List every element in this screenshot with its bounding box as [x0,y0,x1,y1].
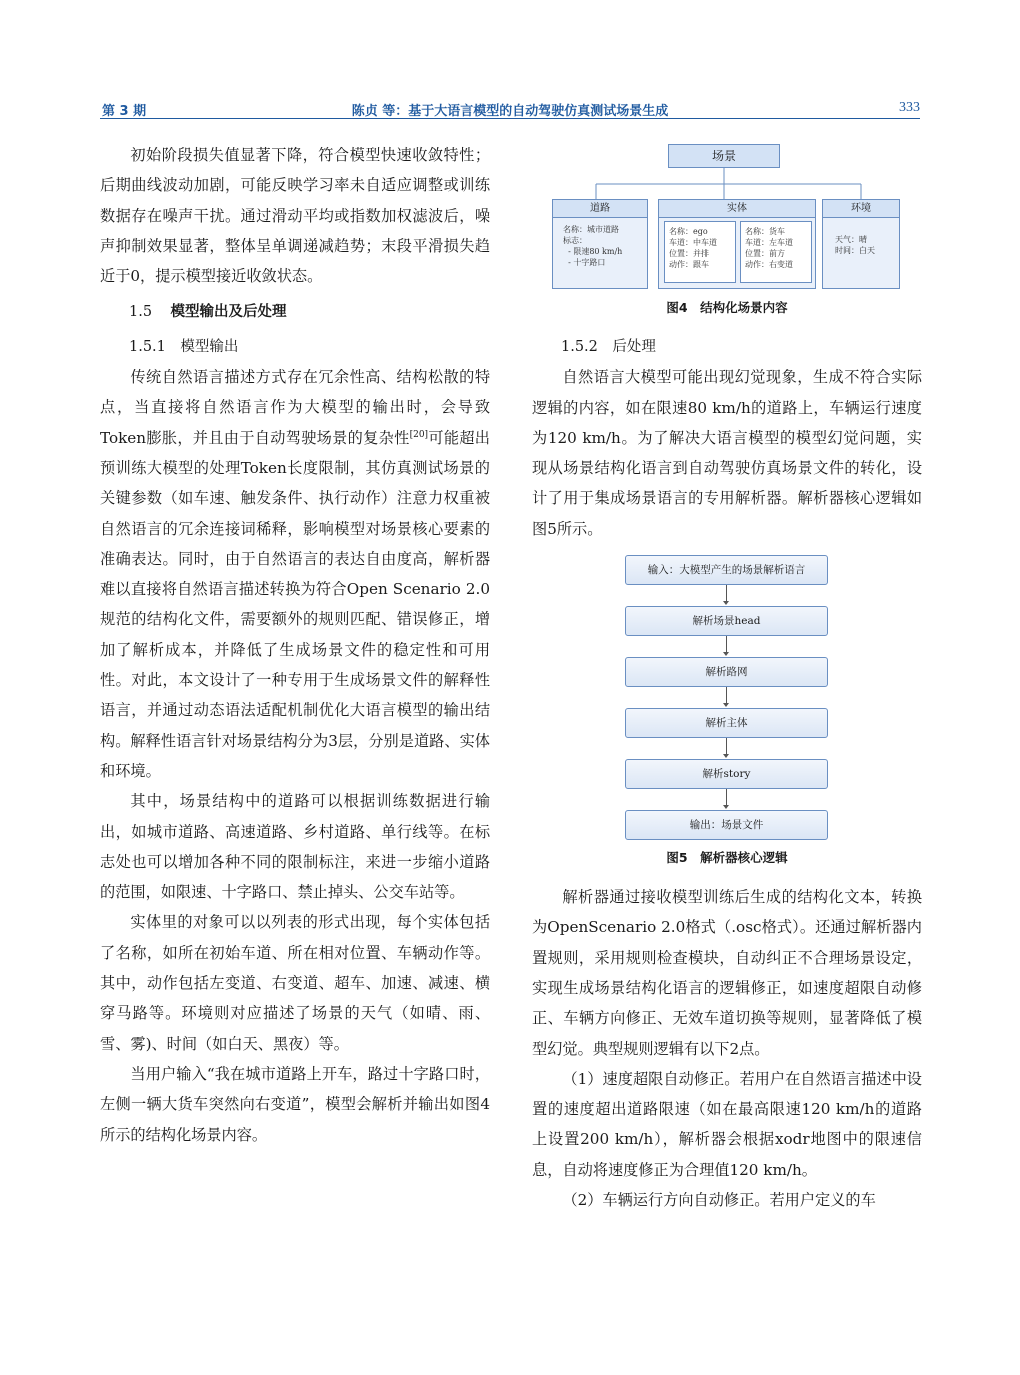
page-number: 333 [899,100,920,115]
paragraph: 初始阶段损失值显著下降，符合模型快速收敛特性；后期曲线波动加剧，可能反映学习率未自适应调整或训练数据存在噪声干扰。通过滑动平均或指数加权滤波后，噪声抑制效果显著，整体呈单调递减趋势；末段平滑损失趋近于0，提示模型接近收敛状态。 [100,146,490,286]
figure-5-caption: 图5 解析器核心逻辑 [666,850,788,865]
citation: [20] [409,429,429,440]
issue-label: 第 3 期 [102,104,147,119]
running-header [100,98,920,119]
flow-step-output: 输出：场景文件 [625,810,828,840]
flow-step-head: 解析场景head [625,606,828,636]
paragraph: 解析器通过接收模型训练后生成的结构化文本，转换为OpenScenario 2.0格式（.osc格式）。还通过解析器内置规则，采用规则检查模块，自动纠正不合理场景设定，实现生成场景结构化语言的逻辑修正，如速度超限自动修正、车辆方向修正、无效车道切换等规则，显著降低了模型幻觉。典型规则逻辑有以下2点。 [532,888,922,1058]
section-heading: 1.5 模型输出及后处理 [129,304,287,321]
flow-step-entity: 解析主体 [625,708,828,738]
flow-step-roadnet: 解析路网 [625,657,828,687]
paragraph: 其中，场景结构中的道路可以根据训练数据进行输出，如城市道路、高速道路、乡村道路、单行线等。在标志处也可以增加各种不同的限制标注，来进一步缩小道路的范围，如限速、十字路口、禁止掉头、公交车站等。 [100,792,490,902]
subsection-heading: 1.5.1 模型输出 [129,338,239,355]
paragraph: 实体里的对象可以以列表的形式出现，每个实体包括了名称，如所在初始车道、所在相对位置、车辆动作等。其中，动作包括左变道、右变道、超车、加速、减速、横穿马路等。环境则对应描述了场景的天气（如晴、雨、雪、雾)、时间（如白天、黑夜）等。 [100,913,490,1053]
running-title: 陈贞 等：基于大语言模型的自动驾驶仿真测试场景生成 [351,104,669,119]
left-column [100,140,490,1150]
figure-5 [622,555,832,845]
entity-truck: 名称：货车 车道：左车道 位置：前方 动作：右变道 [740,221,812,283]
environment-node: 环境 天气：晴 时间：白天 [822,199,900,289]
subsection-heading: 1.5.2 后处理 [561,339,656,355]
paragraph: 自然语言大模型可能出现幻觉现象，生成不符合实际逻辑的内容，如在限速80 km/h的道路上，车辆运行速度为120 km/h。为了解决大语言模型的模型幻觉问题，实现从场景结构化语言到自动驾驶仿真场景文件的转化，设计了用于集成场景语言的专用解析器。解析器核心逻辑如图5所示。 [532,368,922,538]
paragraph: （1）速度超限自动修正。若用户在自然语言描述中设置的速度超出道路限速（如在最高限速120 km/h的道路上设置200 km/h），解析器会根据xodr地图中的限速信息，自动将速度修正为合理值120 km/h。 [532,1069,922,1179]
entity-ego: 名称：ego 车道：中车道 位置：并排 动作：跟车 [664,221,736,283]
figure-4 [552,140,902,300]
paragraph: 当用户输入“我在城市道路上开车，路过十字路口时，左侧一辆大货车突然向右变道”，模型会解析并输出如图4所示的结构化场景内容。 [100,1064,490,1144]
flow-step-story: 解析story [625,759,828,789]
flow-step-input: 输入：大模型产生的场景解析语言 [625,555,828,585]
figure-4-caption: 图4 结构化场景内容 [666,300,788,315]
paragraph: 传统自然语言描述方式存在冗余性高、结构松散的特点，当直接将自然语言作为大模型的输出时，会导致Token膨胀，并且由于自动驾驶场景的复杂性[20]可能超出预训练大模型的处理Token长度限制，其仿真测试场景的关键参数（如车速、触发条件、执行动作）注意力权重被自然语言的冗余连接词稀释，影响模型对场景核心要素的准确表达。同时，由于自然语言的表达自由度高，解析器难以直接将自然语言描述转换为符合Open Scenario 2.0规范的结构化文件，需要额外的规则匹配、错误修正，增加了解析成本，并降低了生成场景文件的稳定性和可用性。对此，本文设计了一种专用于生成场景文件的解释性语言，并通过动态语法适配机制优化大语言模型的输出结构。解释性语言针对场景结构分为3层，分别是道路、实体和环境。 [100,368,490,780]
paragraph: （2）车辆运行方向自动修正。若用户定义的车 [562,1191,876,1210]
road-node: 道路 名称：城市道路 标志： - 限速80 km/h - 十字路口 [552,199,648,289]
scene-root-node: 场景 [668,144,780,168]
entity-node: 实体 名称：ego 车道：中车道 位置：并排 动作：跟车 名称：货车 车道：左车道 位置：前方 动作：右变道 [658,199,816,289]
